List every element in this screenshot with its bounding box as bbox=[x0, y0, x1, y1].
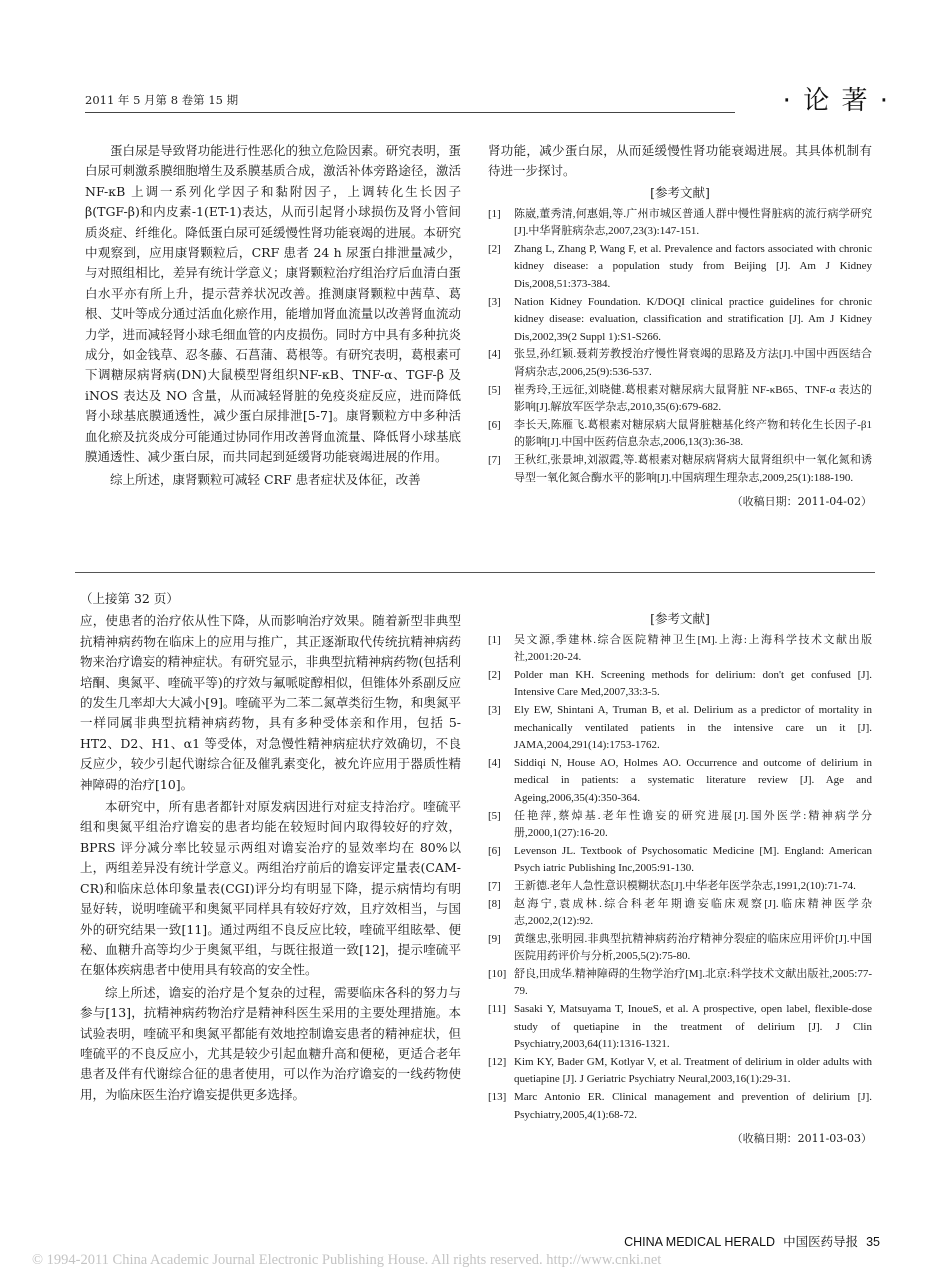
body-paragraph: 蛋白尿是导致肾功能进行性恶化的独立危险因素。研究表明，蛋白尿可刺激系膜细胞增生及系膜基质合成，激活补体旁路途径，激活 NF-κB 上调一系列化学因子和黏附因子，上调转化生长因子 β(TGF-β)和内皮素-1(ET-1)表达，从而引起肾小球损伤及肾小管间质炎症、纤维化。降低蛋白尿可延缓慢性肾功能衰竭的进展。本研究中观察到，应用康肾颗粒后，CRF 患者 24 h 尿蛋白排泄量减少，与对照组相比，差异有统计学意义；康肾颗粒治疗组治疗后血清白蛋白水平亦有所上升，提示营养状况改善。推测康肾颗粒中茜草、葛根、艾叶等成分通过活血化瘀作用，能增加肾血流量以改善肾血流动力学，进而减轻肾小球毛细血管的内皮损伤。同时方中具有多种抗炎成分，如金钱草、忍冬藤、石菖蒲、葛根等。有研究表明，葛根素可下调糖尿病肾病(DN)大鼠模型肾组织NF-κB、TNF-α、TGF-β 及 iNOS 表达及 NO 含量，从而减轻肾脏的免疫炎症反应，进而降低肾小球基底膜通透性，减少蛋白尿排泄[5-7]。康肾颗粒方中多种活血化瘀及抗炎成分可能通过协同作用改善肾血流量、降低肾小球基底膜通透性、减少蛋白尿，而共同起到延缓肾功能衰竭进展的作用。 bbox=[85, 143, 461, 465]
page-header bbox=[85, 84, 890, 124]
header-rule bbox=[85, 112, 735, 113]
references-heading: [参考文献] bbox=[650, 611, 710, 626]
reference-list bbox=[488, 206, 872, 488]
received-date: （收稿日期：2011-03-03） bbox=[731, 1132, 872, 1146]
reference-item: [5] 崔秀玲,王远征,刘晓健.葛根素对糖尿病大鼠肾脏 NF-κB65、TNF-α 表达的影响[J].解放军医学杂志,2010,35(6):679-682. bbox=[488, 383, 872, 414]
references-heading: [参考文献] bbox=[650, 185, 710, 200]
bottom-references bbox=[488, 610, 872, 1148]
reference-item: [12] Kim KY, Bader GM, Kotlyar V, et al. Treatment of delirium in older adults with quetiapine [J]. J Geriatric Psychiatry Neural,2003,16(1):29-31. bbox=[488, 1055, 872, 1086]
reference-item: [6] Levenson JL. Textbook of Psychosomatic Medicine [M]. England: American Psych iatric Publishing Inc,2005:91-130. bbox=[488, 844, 872, 875]
reference-item: [2] Polder man KH. Screening methods for delirium: don't get confused [J]. Intensive Care Med,2007,33:3-5. bbox=[488, 668, 872, 699]
journal-name-cn: 中国医药导报 bbox=[783, 1235, 859, 1249]
reference-item: [1] 吴文源,季建林.综合医院精神卫生[M].上海:上海科学技术文献出版社,2001:20-24. bbox=[488, 633, 872, 664]
body-paragraph: 综上所述，谵妄的治疗是个复杂的过程，需要临床各科的努力与参与[13]，抗精神病药物治疗是精神科医生采用的主要处理措施。本试验表明，喹硫平和奥氮平都能有效地控制谵妄患者的精神症状，但喹硫平的不良反应小，尤其是较少引起血糖升高和便秘，更适合老年患者及伴有代谢综合征的患者使用，可以作为治疗谵妄的一线药物使用，为临床医生治疗谵妄提供更多选择。 bbox=[80, 984, 461, 1102]
article-divider bbox=[75, 572, 875, 573]
reference-item: [4] Siddiqi N, House AO, Holmes AO. Occurrence and outcome of delirium in medical in patients: a systematic literature review [J]. Age and Ageing,2006,35(4):350-364. bbox=[488, 756, 872, 804]
page-footer bbox=[624, 1232, 880, 1250]
bottom-left-column bbox=[80, 589, 461, 1105]
reference-list bbox=[488, 632, 872, 1125]
reference-item: [8] 赵海宁,袁成林.综合科老年期谵妄临床观察[J].临床精神医学杂志,2002,2(12):92. bbox=[488, 897, 872, 928]
reference-item: [7] 王秋红,张景坤,刘淑霞,等.葛根素对糖尿病肾病大鼠肾组织中一氧化氮和诱导型一氧化氮合酶水平的影响[J].中国病理生理杂志,2009,25(1):188-190. bbox=[488, 453, 872, 484]
reference-item: [3] Nation Kidney Foundation. K/DOQI clinical practice guidelines for chronic kidney disease: evaluation, classification and stratification [J]. Am J Kidney Dis,2002,39(2 Suppl 1):S1-S266. bbox=[488, 295, 872, 343]
top-right-column bbox=[488, 141, 872, 182]
body-paragraph: 综上所述，康肾颗粒可减轻 CRF 患者症状及体征，改善 bbox=[110, 471, 421, 487]
reference-item: [6] 李长天,陈雁飞.葛根素对糖尿病大鼠肾脏糖基化终产物和转化生长因子-β1 的影响[J].中国中医药信息杂志,2006,13(3):36-38. bbox=[488, 418, 872, 449]
body-paragraph: 应，使患者的治疗依从性下降，从而影响治疗效果。随着新型非典型抗精神病药物在临床上的应用与推广，其正逐渐取代传统抗精神病药物来治疗谵妄的精神症状。有研究显示，非典型抗精神病药物(包括利培酮、奥氮平、喹硫平等)的疗效与氟哌啶醇相似，但锥体外系副反应的发生几率却大大减小[9]。喹硫平为二苯二氮䓬类衍生物，和奥氮平一样同属非典型抗精神病药物，具有多种受体亲和作用，包括 5-HT2、D2、H1、α1 等受体，对急慢性精神病症状疗效确切，不良反应少，较少引起代谢综合征及催乳素变化，被允许应用于器质性精神障碍的治疗[10]。 bbox=[80, 613, 461, 792]
reference-item: [7] 王新德.老年人急性意识模糊状态[J].中华老年医学杂志,1991,2(10):71-74. bbox=[488, 879, 856, 892]
issue-info: 2011 年 5 月第 8 卷第 15 期 bbox=[85, 93, 239, 107]
reference-item: [2] Zhang L, Zhang P, Wang F, et al. Prevalence and factors associated with chronic kidney disease: a population study from Beijing [J]. Am J Kidney Dis,2008,51:373-384. bbox=[488, 242, 872, 290]
top-references bbox=[488, 184, 872, 511]
reference-item: [9] 黄继忠,张明园.非典型抗精神病药治疗精神分裂症的临床应用评价[J].中国医院用药评价与分析,2005,5(2):75-80. bbox=[488, 932, 872, 963]
journal-name-en: CHINA MEDICAL HERALD bbox=[624, 1235, 776, 1249]
body-paragraph: 肾功能，减少蛋白尿，从而延缓慢性肾功能衰竭进展。其具体机制有待进一步探讨。 bbox=[488, 143, 872, 179]
continued-note: （上接第 32 页） bbox=[80, 591, 179, 606]
copyright-watermark: © 1994-2011 China Academic Journal Electronic Publishing House. All rights reserved. http://www.cnki.net bbox=[32, 1252, 662, 1268]
top-left-column bbox=[85, 141, 461, 490]
reference-item: [11] Sasaki Y, Matsuyama T, InoueS, et al. A prospective, open label, flexible-dose study of quetiapine in the treatment of delirium [J]. J Clin Psychiatry,2003,64(11):1316-1321. bbox=[488, 1003, 872, 1051]
section-title: · 论 著 · bbox=[782, 86, 890, 116]
reference-item: [5] 任艳萍,蔡焯基.老年性谵妄的研究进展[J].国外医学:精神病学分册,2000,1(27):16-20. bbox=[488, 809, 872, 840]
reference-item: [10] 舒良,田成华.精神障碍的生物学治疗[M].北京:科学技术文献出版社,2005:77-79. bbox=[488, 967, 872, 998]
reference-item: [13] Marc Antonio ER. Clinical management and prevention of delirium [J]. Psychiatry,2005,4(1):68-72. bbox=[488, 1091, 872, 1121]
reference-item: [3] Ely EW, Shintani A, Truman B, et al. Delirium as a predictor of mortality in mechanically ventilated patients in the intensive care un it [J]. JAMA,2004,291(14):1753-1762. bbox=[488, 703, 872, 752]
page-number: 35 bbox=[866, 1235, 880, 1249]
reference-item: [1] 陈崴,董秀清,何惠娟,等.广州市城区普通人群中慢性肾脏病的流行病学研究[J].中华肾脏病杂志,2007,23(3):147-151. bbox=[488, 207, 872, 238]
body-paragraph: 本研究中，所有患者都针对原发病因进行对症支持治疗。喹硫平组和奥氮平组治疗谵妄的患者均能在较短时间内取得较好的疗效，BPRS 评分减分率比较显示两组对谵妄治疗的显效率均在 80%以上，两组差异没有统计学意义。两组治疗前后的谵妄评定量表(CAM-CR)和临床总体印象量表(CGI)评分均有明显下降，提示病情均有明显好转，说明喹硫平和奥氮平同样具有较好疗效，且疗效相当，与国外的研究结果一致[11]。通过两组不良反应比较，喹硫平组眩晕、便秘、血糖升高等均少于奥氮平组，与既往报道一致[12]，提示喹硫平在躯体疾病患者中使用具有较高的安全性。 bbox=[80, 799, 461, 978]
received-date: （收稿日期：2011-04-02） bbox=[731, 495, 872, 509]
reference-item: [4] 张昱,孙红颖.聂莉芳教授治疗慢性肾衰竭的思路及方法[J].中国中西医结合肾病杂志,2006,25(9):536-537. bbox=[488, 348, 872, 378]
